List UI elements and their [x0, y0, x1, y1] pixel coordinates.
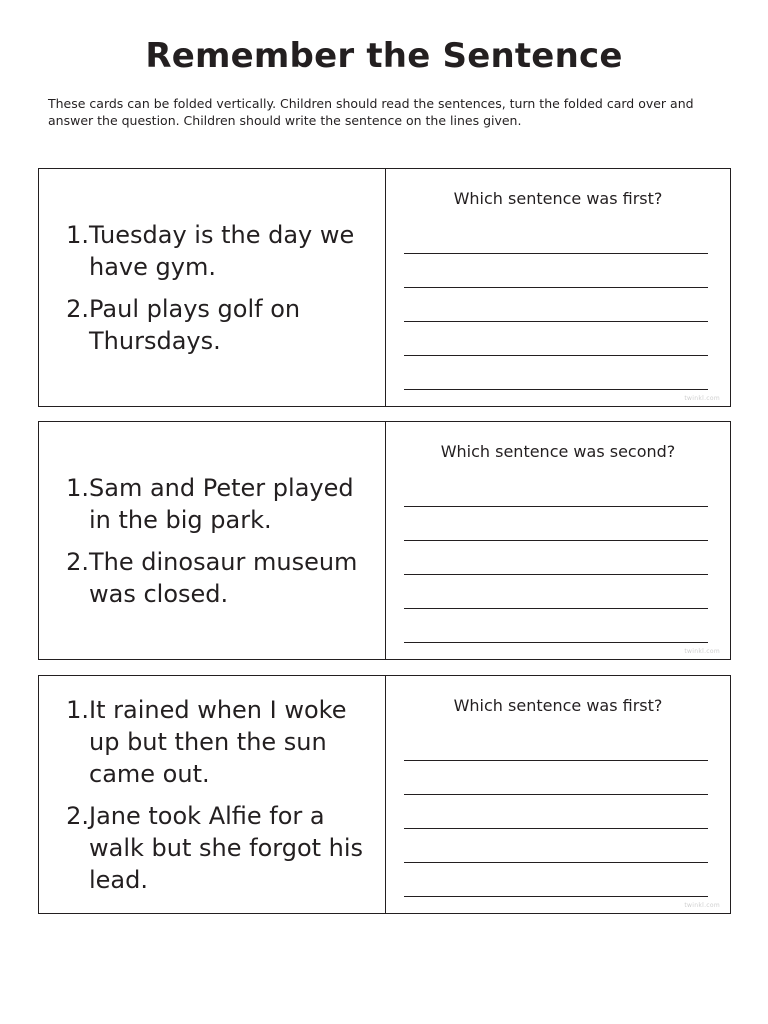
sentence-item [57, 694, 367, 790]
answer-panel [386, 422, 730, 659]
answer-line[interactable] [404, 794, 708, 795]
sentences-panel [39, 169, 386, 406]
sentence-card [38, 421, 731, 660]
sentence-item [57, 800, 367, 896]
answer-line[interactable] [404, 896, 708, 897]
answer-line[interactable] [404, 253, 708, 254]
answer-panel [386, 169, 730, 406]
watermark: twinkl.com [684, 902, 720, 909]
answer-line[interactable] [404, 828, 708, 829]
sentence-number: 1. [66, 473, 89, 502]
sentence-number: 2. [66, 294, 89, 323]
answer-panel [386, 676, 730, 913]
question: Which sentence was first? [453, 189, 663, 208]
answer-line[interactable] [404, 862, 708, 863]
sentence-card [38, 675, 731, 914]
question: Which sentence was second? [440, 442, 676, 461]
sentence-text: The dinosaur museum was closed. [89, 547, 358, 608]
sentence-card [38, 168, 731, 407]
answer-line[interactable] [404, 321, 708, 322]
sentence-number: 2. [66, 801, 89, 830]
sentence-item [57, 546, 367, 610]
sentence-text: Jane took Alfie for a walk but she forgot his lead. [89, 801, 364, 894]
answer-line[interactable] [404, 287, 708, 288]
answer-line[interactable] [404, 540, 708, 541]
question: Which sentence was first? [453, 696, 663, 715]
sentence-number: 1. [66, 220, 89, 249]
answer-line[interactable] [404, 506, 708, 507]
answer-line[interactable] [404, 355, 708, 356]
sentence-text: It rained when I woke up but then the sun came out. [89, 695, 347, 788]
watermark: twinkl.com [684, 648, 720, 655]
sentence-item [57, 293, 367, 357]
sentence-text: Paul plays golf on Thursdays. [89, 294, 301, 355]
answer-line[interactable] [404, 389, 708, 390]
sentence-number: 2. [66, 547, 89, 576]
sentence-number: 1. [66, 695, 89, 724]
watermark: twinkl.com [684, 395, 720, 402]
instructions: These cards can be folded vertically. Children should read the sentences, turn the folded card over and answer the question. Children should write the sentence on the lines given. [48, 96, 694, 128]
answer-line[interactable] [404, 608, 708, 609]
sentence-text: Sam and Peter played in the big park. [89, 473, 354, 534]
sentences-panel [39, 676, 386, 913]
sentence-text: Tuesday is the day we have gym. [89, 220, 355, 281]
answer-line[interactable] [404, 760, 708, 761]
answer-line[interactable] [404, 642, 708, 643]
page-title: Remember the Sentence [145, 36, 623, 76]
sentence-item [57, 472, 367, 536]
answer-line[interactable] [404, 574, 708, 575]
sentence-item [57, 219, 367, 283]
sentences-panel [39, 422, 386, 659]
